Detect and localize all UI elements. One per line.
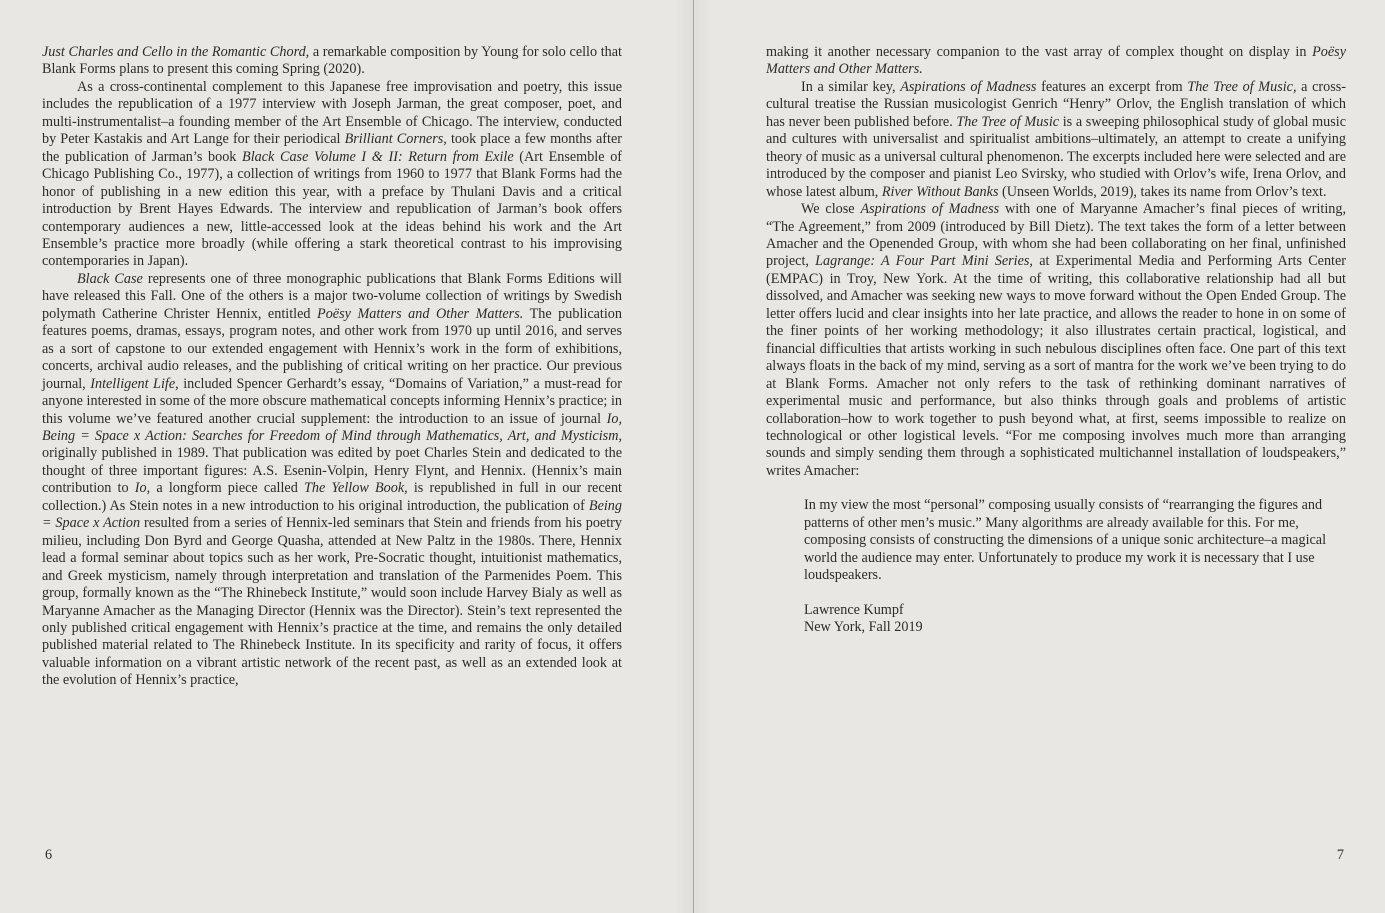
italic-title-text: Brilliant Corners,	[344, 131, 447, 148]
text-run: originally published in 1989. That publication was edited by poet Charles Stein and dedicated to the thought of three important figures: A.S. Esenin-Volpin, Henry Flynt, and Hennix. (Hennix’s main contribution to	[42, 445, 622, 497]
italic-title-text: Io,	[134, 480, 151, 497]
italic-title-text: The Yellow Book,	[303, 480, 408, 497]
italic-title-text: The Tree of Music	[956, 113, 1060, 130]
page-number-left: 6	[45, 847, 53, 863]
italic-title-text: Lagrange: A Four Part Mini Series,	[815, 253, 1033, 270]
signature-line: New York, Fall 2019	[804, 619, 923, 636]
text-run: resulted from a series of Hennix-led seminars that Stein and friends from his poetry milieu, including Don Byrd and George Quasha, attended at New Paltz in the 1980s. There, Hennix lead a formal seminar about topics such as her work, Pre-Socratic thought, intuitionist mathematics, and Greek mysticism, namely through interpretation and translation of the Parmenides Poem. This group, formally known as the “The Rhinebeck Institute,” would soon include Harvey Bialy as well as Maryanne Amacher as the Managing Director (Hennix was the Director). Stein’s text represented the only published critical engagement with Hennix’s practice at the time, and remains the only detailed published material related to The Rhinebeck Institute. In its specificity and rarity of focus, it offers valuable information on a vibrant artistic network of the recent past, as well as an extended look at the evolution of Hennix’s practice,	[42, 515, 622, 689]
signature-block	[804, 602, 1346, 637]
text-run: In my view the most “personal” composing usually consists of “rearranging the figures and patterns of other men’s music.” Many algorithms are already available for this. For me, composing consists of constructing the dimensions of a unique sonic architecture–a magical world the audience may enter. Unfortunately to produce my work it is necessary that I use loudspeakers.	[804, 497, 1327, 584]
body-paragraph	[42, 271, 622, 690]
text-run: is republished in full in our recent collection.) As Stein notes in a new introduction to his original introduction, the publication of	[42, 480, 622, 514]
text-run: included Spencer Gerhardt’s essay, “Domains of Variation,” a must-read for anyone interested in some of the more obscure mathematical concepts informing Hennix’s practice; in this volume we’ve featured another crucial supplement: the introduction to an issue of journal	[42, 375, 622, 427]
italic-title-text: Black Case	[77, 270, 143, 287]
italic-title-text: Intelligent Life,	[90, 375, 179, 392]
text-run: a longform piece called	[150, 480, 304, 497]
italic-title-text: River Without Banks	[881, 183, 999, 200]
page-right-text-column	[766, 44, 1346, 637]
body-paragraph	[766, 79, 1346, 201]
text-run: (Art Ensemble of Chicago Publishing Co., 1977), a collection of writings from 1960 to 1977 that Blank Forms had the honor of publishing in a new edition this year, with a preface by Thulani Davis and a critical introduction by Brent Hayes Edwards. The interview and republication of Jarman’s book offers contemporary audiences a new, little-accessed look at the ideas behind his work and the Art Ensemble’s practice more broadly (while offering a stark theoretical contrast to his improvising contemporaries in Japan).	[42, 148, 623, 270]
italic-title-text: Poësy Matters and Other Matters.	[766, 44, 1346, 78]
text-run: features an excerpt from	[1036, 78, 1188, 95]
page-gutter-divider	[693, 0, 694, 913]
text-run: (Unseen Worlds, 2019), takes its name from Orlov’s text.	[998, 183, 1327, 200]
text-run: As a cross-continental complement to this Japanese free improvisation and poetry, this issue includes the republication of a 1977 interview with Joseph Jarman, the great composer, poet, and multi-instrumentalist–a founding member of the Art Ensemble of Chicago. The interview, conducted by Peter Kastakis and Art Lange for their periodical	[42, 78, 622, 148]
italic-title-text: The Tree of Music,	[1187, 78, 1297, 95]
body-paragraph	[42, 44, 622, 79]
text-run: The publication features poems, dramas, essays, program notes, and other work from 1970 up until 2016, and serves as a sort of capstone to our extended engagement with Hennix’s work in the form of exhibitions, concerts, archival audio releases, and the publishing of critical writing on her practice. Our previous journal,	[42, 305, 622, 392]
italic-title-text: Just Charles and Cello in the Romantic Chord,	[42, 44, 310, 60]
text-run: at Experimental Media and Performing Arts Center (EMPAC) in Troy, New York. At the time of writing, this collaborative relationship had all but dissolved, and Amacher was seeking new ways to move forward without the Open Ended Group. The letter offers lucid and clear insights into her late practice, and allows the reader to hone in on some of the finer points of her working methodology; it also illustrates certain practical, logistical, and financial difficulties that artists working in such nebulous disciplines often face. One part of this text always floats in the back of my mind, serving as a sort of mantra for the work we’ve been trying to do at Blank Forms. Amacher not only refers to the task of rethinking dominant narratives of experimental music and performance, but also thinks through goals and problems of artistic collaboration–how to work together to push beyond what, at first, seems impossible to realize on technological or other logistical levels. “For me composing involves much more than arranging sounds and simply sending them through a sophisticated multichannel installation of loudspeakers,” writes Amacher:	[766, 253, 1347, 479]
body-paragraph	[766, 201, 1346, 480]
italic-title-text: Poësy Matters and Other Matters.	[317, 305, 524, 322]
text-run: a cross-cultural treatise the Russian musicologist Genrich “Henry” Orlov, the English translation of which has never been published before.	[766, 78, 1346, 130]
italic-title-text: Aspirations of Madness	[900, 78, 1037, 95]
italic-title-text: Aspirations of Madness	[860, 201, 1000, 218]
body-paragraph	[766, 44, 1346, 79]
text-run: represents one of three monographic publications that Blank Forms Editions will have released this Fall. One of the others is a major two-volume collection of writings by Swedish polymath Catherine Christer Hennix, entitled	[42, 270, 622, 322]
text-run: with one of Maryanne Amacher’s final pieces of writing, “The Agreement,” from 2009 (introduced by Bill Dietz). The text takes the form of a letter between Amacher and the Openended Group, with whom she had been collaborating on her final, unfinished project,	[766, 201, 1347, 270]
page-left-text-column	[42, 44, 622, 690]
text-run: In a similar key,	[801, 78, 901, 95]
text-run: took place a few months after the publication of Jarman’s book	[42, 131, 622, 165]
signature-line: Lawrence Kumpf	[804, 601, 904, 618]
body-paragraph	[42, 79, 622, 271]
italic-title-text: Io, Being = Space x Action: Searches for Freedom of Mind through Mathematics, Art, and Mysticism,	[42, 410, 622, 444]
gutter-shade-right	[694, 0, 714, 913]
text-run: making it another necessary companion to the vast array of complex thought on display in	[766, 44, 1313, 60]
italic-title-text: Being = Space x Action	[42, 497, 622, 532]
text-run: is a sweeping philosophical study of global music and cultures with universalist and spiritualist ambitions–ultimately, an attempt to create a unifying theory of music as a universal cultural phenomenon. The excerpts included here were selected and are introduced by the composer and pianist Leo Svirsky, who studied with Orlov’s wife, Irena Orlov, and whose latest album,	[766, 113, 1347, 200]
gutter-shade-left	[673, 0, 693, 913]
italic-title-text: Black Case Volume I & II: Return from Exile	[242, 148, 514, 165]
text-run: We close	[801, 201, 861, 218]
text-run: a remarkable composition by Young for solo cello that Blank Forms plans to present this coming Spring (2020).	[42, 44, 622, 78]
page-number-right: 7	[1336, 847, 1344, 863]
block-quote	[804, 497, 1346, 584]
